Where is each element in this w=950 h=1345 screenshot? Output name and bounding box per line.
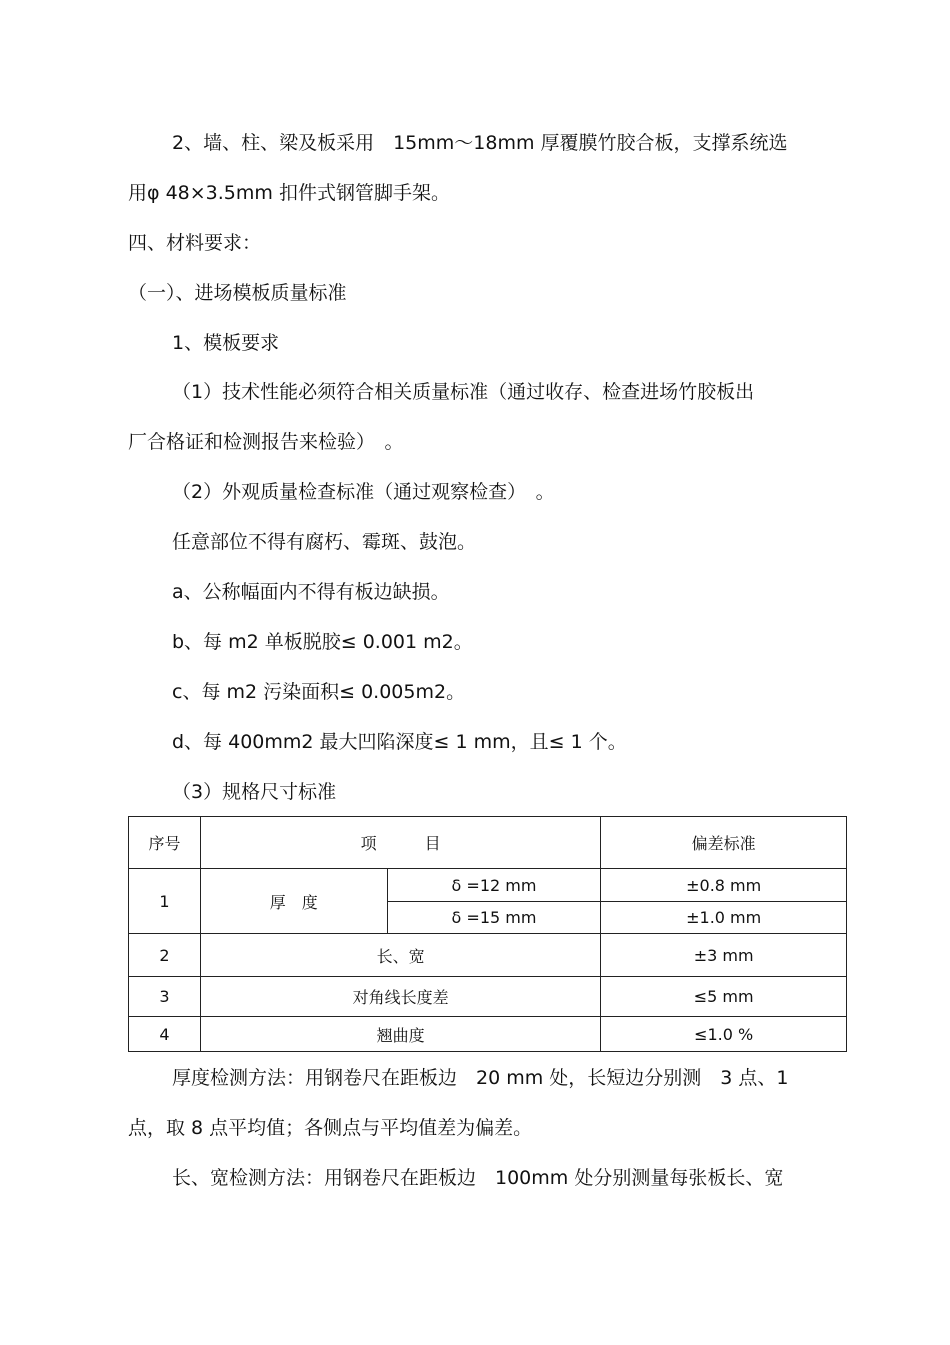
paragraph-technical-performance-cont: 厂合格证和检测报告来检验） 。 [128,431,404,453]
row-no: 3 [129,977,201,1017]
row-item: 长、宽 [200,934,600,977]
section-heading-materials: 四、材料要求： [128,232,262,254]
row-no: 4 [129,1017,201,1052]
paragraph-appearance-text: 任意部位不得有腐朽、霉斑、鼓泡。 [172,531,477,553]
row-deviation: ±3 mm [601,934,847,977]
paragraph-formwork-material-cont: 用φ 48×3.5mm 扣件式钢管脚手架。 [128,182,450,204]
paragraph-formwork-material: 2、墙、柱、梁及板采用 15mm～18mm 厚覆膜竹胶合板，支撑系统选 [172,132,788,154]
row-no: 1 [129,869,201,934]
row-no: 2 [129,934,201,977]
list-item-d: d、每 400mm2 最大凹陷深度≤ 1 mm，且≤ 1 个。 [172,731,627,753]
subsection-heading-quality: （一）、进场模板质量标准 [128,282,347,304]
row-item: 对角线长度差 [200,977,600,1017]
table-row [129,977,847,1017]
list-item-a: a、公称幅面内不得有板边缺损。 [172,581,450,603]
paragraph-technical-performance: （1）技术性能必须符合相关质量标准（通过收存、检查进场竹胶板出 [172,381,755,403]
row-subitem: δ =15 mm [387,902,601,934]
list-item-b: b、每 m2 单板脱胶≤ 0.001 m2。 [172,631,473,653]
row-subitem: δ =12 mm [387,869,601,902]
row-deviation: ≤5 mm [601,977,847,1017]
list-item-c: c、每 m2 污染面积≤ 0.005m2。 [172,681,466,703]
item-formwork-requirements: 1、模板要求 [172,332,280,354]
row-deviation: ≤1.0 % [601,1017,847,1052]
paragraph-appearance-standard: （2）外观质量检查标准（通过观察检查） 。 [172,481,555,503]
table-header-row [129,817,847,869]
header-no: 序号 [129,817,201,869]
row-deviation: ±0.8 mm [601,869,847,902]
table-row [129,1017,847,1052]
paragraph-length-width-method: 长、宽检测方法：用钢卷尺在距板边 100mm 处分别测量每张板长、宽 [172,1167,784,1189]
paragraph-size-standard: （3）规格尺寸标准 [172,781,337,803]
header-item: 项 目 [200,817,600,869]
row-item: 厚 度 [200,869,387,934]
row-deviation: ±1.0 mm [601,902,847,934]
paragraph-thickness-method: 厚度检测方法：用钢卷尺在距板边 20 mm 处，长短边分别测 3 点、1 [172,1067,789,1089]
row-item: 翘曲度 [200,1017,600,1052]
paragraph-thickness-method-cont: 点，取 8 点平均值；各侧点与平均值差为偏差。 [128,1117,533,1139]
table-row [129,934,847,977]
spec-table [128,816,847,1052]
header-deviation: 偏差标准 [601,817,847,869]
table-row [129,869,847,902]
